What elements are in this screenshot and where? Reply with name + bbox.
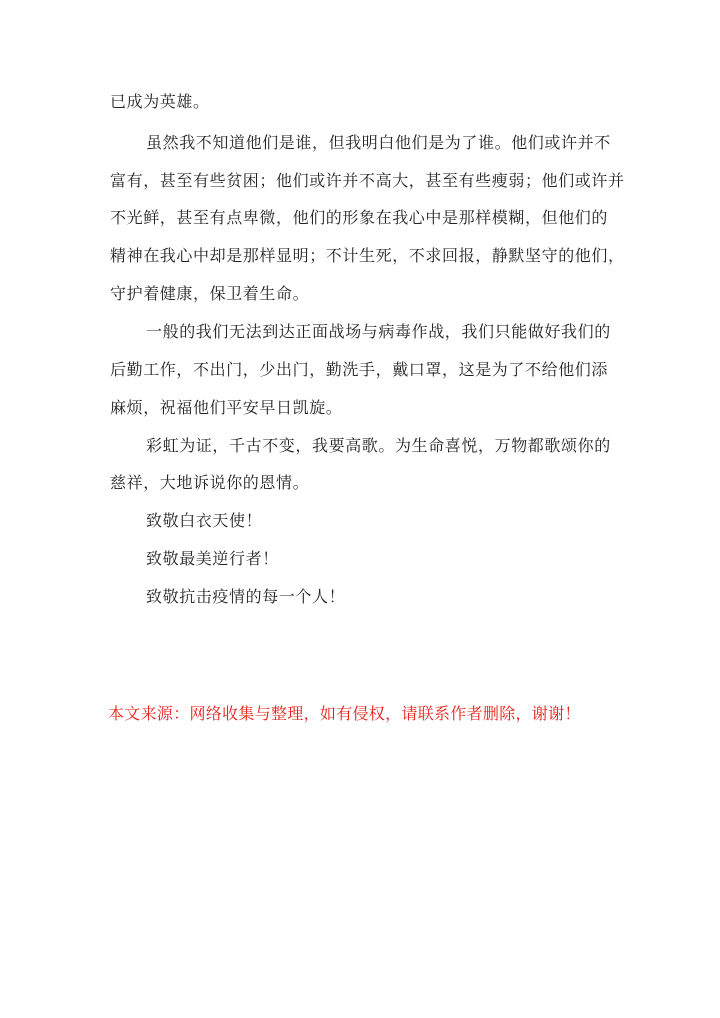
salute-line: 致敬白衣天使！: [146, 511, 263, 530]
text-line: 已成为英雄。: [110, 92, 210, 111]
text-line: 麻烦，祝福他们平安早日凯旋。: [110, 398, 343, 417]
paragraph-start-line: 虽然我不知道他们是谁，但我明白他们是为了谁。他们或许并不: [146, 133, 611, 152]
paragraph-start-line: 彩虹为证，千古不变，我要高歌。为生命喜悦，万物都歌颂你的: [146, 436, 611, 455]
text-line: 慈祥，大地诉说你的恩情。: [110, 473, 310, 492]
paragraph-start-line: 一般的我们无法到达正面战场与病毒作战，我们只能做好我们的: [146, 322, 611, 341]
salute-line: 致敬抗击疫情的每一个人！: [146, 587, 346, 606]
source-note: 本文来源：网络收集与整理，如有侵权，请联系作者删除，谢谢！: [108, 704, 581, 723]
text-line: 富有，甚至有些贫困；他们或许并不高大，甚至有些瘦弱；他们或许并: [110, 171, 625, 190]
text-line: 后勤工作，不出门，少出门，勤洗手，戴口罩，这是为了不给他们添: [110, 360, 609, 379]
text-line: 守护着健康，保卫着生命。: [110, 284, 310, 303]
text-line: 不光鲜，甚至有点卑微，他们的形象在我心中是那样模糊，但他们的: [110, 208, 609, 227]
text-line: 精神在我心中却是那样显明；不计生死，不求回报，静默坚守的他们，: [110, 246, 625, 265]
salute-line: 致敬最美逆行者！: [146, 549, 279, 568]
